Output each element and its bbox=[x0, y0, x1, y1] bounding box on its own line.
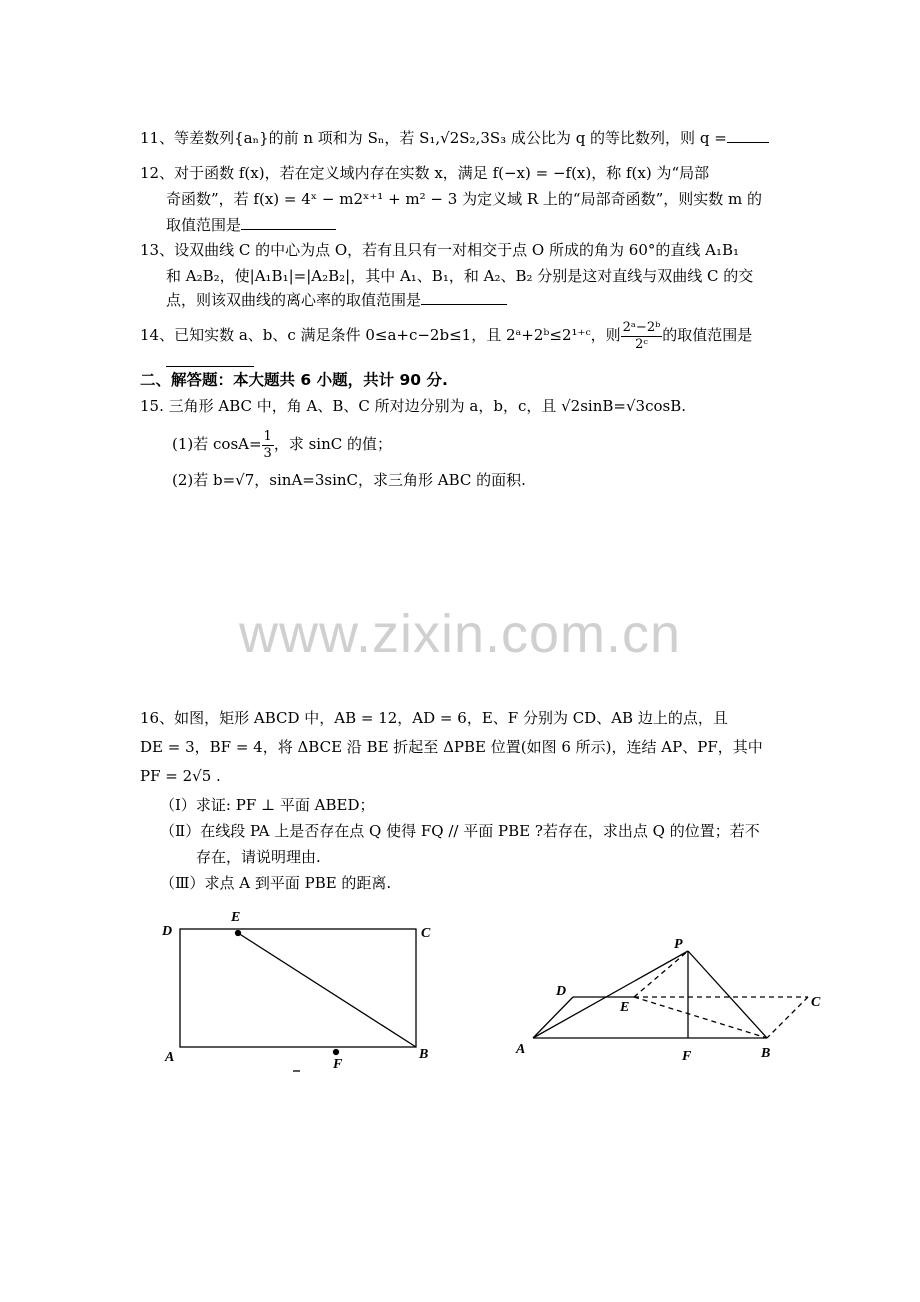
question-15-part-2: (2)若 b=√7，sinA=3sinC，求三角形 ABC 的面积. bbox=[172, 471, 526, 489]
label-a: A bbox=[165, 1050, 175, 1065]
segment-ad bbox=[533, 997, 573, 1038]
rectangle-abcd bbox=[180, 929, 416, 1047]
watermark: www.zixin.com.cn bbox=[238, 604, 682, 664]
figure-folded bbox=[533, 951, 808, 1038]
point-e bbox=[236, 931, 241, 936]
fraction-denominator: 3 bbox=[263, 445, 272, 461]
segment-eb bbox=[238, 933, 416, 1047]
question-16-line-3: PF = 2√5 . bbox=[140, 767, 221, 785]
figure-rectangle bbox=[180, 929, 416, 1071]
fraction-denominator: 2ᶜ bbox=[635, 336, 648, 352]
question-13-line-2: 和 A₂B₂，使|A₁B₁|=|A₂B₂|，其中 A₁、B₁，和 A₂、B₂ 分别是这对直线与双曲线 C 的交 bbox=[166, 267, 754, 285]
fraction-numerator: 1 bbox=[263, 428, 272, 444]
question-12-line-2: 奇函数”，若 f(x) = 4ˣ − m2ˣ⁺¹ + m² − 3 为定义域 R 上的“局部奇函数”，则实数 m 的 bbox=[166, 190, 763, 208]
question-16-line-1: 16、如图，矩形 ABCD 中，AB = 12，AD = 6，E、F 分别为 CD、AB 边上的点，且 bbox=[140, 709, 728, 727]
question-13-line-1: 13、设双曲线 C 的中心为点 O，若有且只有一对相交于点 O 所成的角为 60°的直线 A₁B₁ bbox=[140, 241, 740, 259]
question-14-text: 14、已知实数 a、b、c 满足条件 0≤a+c−2b≤1，且 2ᵃ+2ᵇ≤2¹⁺ᶜ，则 bbox=[140, 326, 621, 344]
question-16-part-1: （Ⅰ）求证: PF ⊥ 平面 ABED； bbox=[160, 796, 375, 814]
label-b: B bbox=[419, 1047, 429, 1062]
label-c: C bbox=[811, 995, 821, 1010]
part-1-text: (1)若 cosA= bbox=[172, 435, 262, 453]
question-16-part-2: （Ⅱ）在线段 PA 上是否存在点 Q 使得 FQ // 平面 PBE ?若存在，求出点 Q 的位置；若不 bbox=[160, 822, 760, 840]
question-15-line-1: 15. 三角形 ABC 中，角 A、B、C 所对边分别为 a，b，c，且 √2sinB=√3cosB. bbox=[140, 397, 686, 415]
label-f: F bbox=[333, 1057, 343, 1072]
question-16-part-2-cont: 存在，请说明理由. bbox=[196, 848, 321, 866]
label-e: E bbox=[231, 910, 241, 925]
label-d: D bbox=[162, 924, 173, 939]
label-b: B bbox=[761, 1046, 771, 1061]
part-1-text-end: ，求 sinC 的值； bbox=[273, 435, 392, 453]
label-c: C bbox=[421, 926, 431, 941]
label-d: D bbox=[556, 984, 567, 999]
label-p: P bbox=[674, 937, 683, 952]
label-e: E bbox=[620, 1000, 630, 1015]
fraction-numerator: 2ᵃ−2ᵇ bbox=[622, 319, 661, 335]
figure-rectangle-labels bbox=[161, 910, 431, 1072]
question-16-line-2: DE = 3，BF = 4，将 ΔBCE 沿 BE 折起至 ΔPBE 位置(如图 6 所示)，连结 AP、PF，其中 bbox=[140, 738, 763, 756]
label-a: A bbox=[516, 1042, 526, 1057]
section-heading: 二、解答题：本大题共 6 小题，共计 90 分. bbox=[140, 371, 448, 389]
question-14-text-end: 的取值范围是 bbox=[662, 326, 753, 344]
figure-folded-labels bbox=[515, 937, 821, 1064]
point-f bbox=[334, 1050, 339, 1055]
question-11-text: 11、等差数列{aₙ}的前 n 项和为 Sₙ，若 S₁,√2S₂,3S₃ 成公比为 q 的等比数列，则 q = bbox=[140, 129, 727, 147]
question-12-text: 取值范围是 bbox=[166, 216, 242, 234]
question-12-line-1: 12、对于函数 f(x)，若在定义域内存在实数 x，满足 f(−x) = −f(x)，称 f(x) 为“局部 bbox=[140, 164, 710, 182]
hidden-edges bbox=[634, 951, 808, 1038]
segment-cb bbox=[767, 997, 808, 1038]
label-f: F bbox=[682, 1049, 692, 1064]
segment-eb bbox=[634, 997, 767, 1038]
segment-ep bbox=[634, 951, 688, 997]
segment-pb bbox=[688, 951, 767, 1038]
question-13-text: 点，则该双曲线的离心率的取值范围是 bbox=[166, 291, 422, 309]
question-16-part-3: （Ⅲ）求点 A 到平面 PBE 的距离. bbox=[160, 874, 392, 892]
